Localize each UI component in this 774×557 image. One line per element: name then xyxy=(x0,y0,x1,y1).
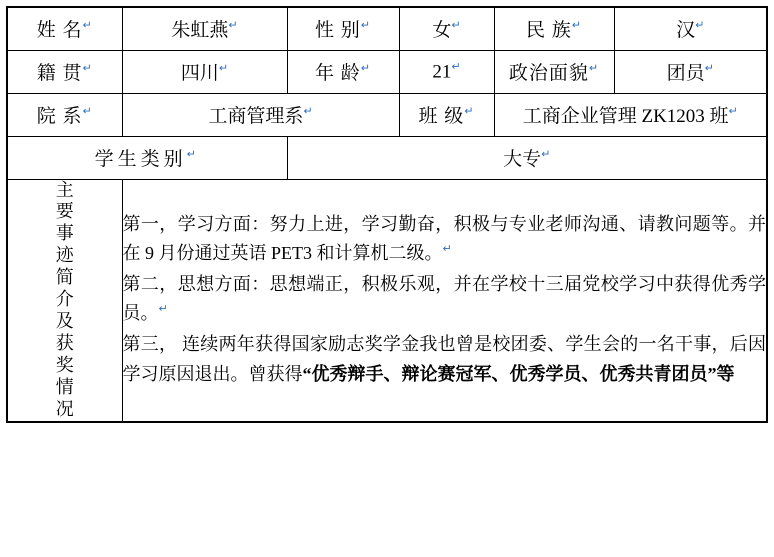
ethnicity-label xyxy=(494,7,614,50)
side-label-c2: 事 xyxy=(55,223,74,244)
political-status-label xyxy=(494,50,614,93)
side-label-c8: 奖 xyxy=(55,355,74,376)
age-value-text: 21 xyxy=(432,61,452,83)
name-value[interactable] xyxy=(122,7,287,50)
edit-mark-icon: ↵ xyxy=(588,61,600,75)
edit-mark-icon: ↵ xyxy=(82,18,93,32)
hometown-label-text: 籍 贯 xyxy=(36,63,83,84)
side-label-c1: 要 xyxy=(55,201,74,222)
side-label-c0: 主 xyxy=(55,179,74,200)
hometown-value[interactable] xyxy=(122,50,287,93)
department-value-text: 工商管理系 xyxy=(208,106,304,127)
edit-mark-icon: ↵ xyxy=(451,18,461,32)
document-page xyxy=(0,6,774,557)
side-label-c4: 简 xyxy=(55,267,74,288)
achievements-content[interactable] xyxy=(122,179,767,422)
achievement-paragraph-1-text: 第一，学习方面：努力上进，学习勤奋，积极与专业老师沟通、请教问题等。并在 9 月份通过英语 PET3 和计算机二级。 xyxy=(122,213,766,263)
political-status-value-text: 团员 xyxy=(666,63,705,84)
class-value[interactable] xyxy=(494,93,767,136)
ethnicity-value[interactable] xyxy=(614,7,767,50)
edit-mark-icon: ↵ xyxy=(82,61,93,75)
student-info-form xyxy=(6,6,768,423)
political-status-label-text: 政治面貌 xyxy=(508,63,589,84)
edit-mark-icon: ↵ xyxy=(360,61,371,75)
edit-mark-icon: ↵ xyxy=(571,18,582,32)
student-type-label-text: 学生类别 xyxy=(94,149,187,170)
department-value[interactable] xyxy=(122,93,399,136)
side-label-c3: 迹 xyxy=(55,245,74,266)
edit-mark-icon: ↵ xyxy=(695,18,705,32)
name-label-text: 姓 名 xyxy=(36,20,83,42)
student-type-label xyxy=(7,136,287,179)
achievements-row xyxy=(7,179,767,422)
edit-mark-icon: ↵ xyxy=(186,147,200,161)
edit-mark-icon: ↵ xyxy=(218,61,229,75)
table-row xyxy=(7,7,767,50)
gender-value-text: 女 xyxy=(432,20,452,42)
age-value[interactable] xyxy=(399,50,494,93)
name-label xyxy=(7,7,122,50)
class-label xyxy=(399,93,494,136)
edit-mark-icon: ↵ xyxy=(228,18,238,32)
edit-mark-icon: ↵ xyxy=(728,104,738,118)
side-label-c10: 况 xyxy=(55,399,74,420)
department-label-text: 院 系 xyxy=(36,106,83,127)
hometown-value-text: 四川 xyxy=(180,63,219,84)
gender-label xyxy=(287,7,399,50)
ethnicity-label-text: 民 族 xyxy=(526,20,572,42)
edit-mark-icon: ↵ xyxy=(360,18,371,32)
achievement-paragraph-3 xyxy=(123,330,767,388)
department-label xyxy=(7,93,122,136)
class-label-text: 班 级 xyxy=(418,106,465,127)
hometown-label xyxy=(7,50,122,93)
side-label-c6: 及 xyxy=(55,311,74,332)
edit-mark-icon: ↵ xyxy=(158,302,168,316)
achievement-paragraph-1 xyxy=(123,210,767,268)
student-type-value-text: 大专 xyxy=(503,149,542,170)
ethnicity-value-text: 汉 xyxy=(676,20,696,42)
name-value-text: 朱虹燕 xyxy=(171,20,229,42)
age-label xyxy=(287,50,399,93)
edit-mark-icon: ↵ xyxy=(451,59,461,73)
age-label-text: 年 龄 xyxy=(315,63,361,84)
side-label-c5: 介 xyxy=(55,289,74,310)
side-label-c7: 获 xyxy=(55,333,74,354)
achievement-paragraph-2-text: 第二，思想方面：思想端正，积极乐观，并在学校十三届党校学习中获得优秀学员。 xyxy=(122,274,766,324)
class-value-text: 工商企业管理 ZK1203 班 xyxy=(522,106,729,127)
side-label-c9: 情 xyxy=(55,377,74,398)
edit-mark-icon: ↵ xyxy=(704,61,714,75)
edit-mark-icon: ↵ xyxy=(442,241,452,255)
table-row xyxy=(7,93,767,136)
edit-mark-icon: ↵ xyxy=(303,104,313,118)
achievement-paragraph-3-text: 第三， 连续两年获得国家励志奖学金我也曾是校团委、学生会的一名干事，后因学习原因退出。曾获得“优秀辩手、辩论赛冠军、优秀学员、优秀共青团员”等 xyxy=(122,334,766,384)
edit-mark-icon: ↵ xyxy=(82,104,93,118)
student-type-value[interactable] xyxy=(287,136,767,179)
edit-mark-icon: ↵ xyxy=(464,104,475,118)
gender-label-text: 性 别 xyxy=(315,20,361,42)
gender-value[interactable] xyxy=(399,7,494,50)
table-row xyxy=(7,136,767,179)
achievement-paragraph-2 xyxy=(123,270,767,328)
table-row xyxy=(7,50,767,93)
political-status-value[interactable] xyxy=(614,50,767,93)
edit-mark-icon: ↵ xyxy=(541,147,551,161)
achievements-side-label xyxy=(7,179,122,422)
